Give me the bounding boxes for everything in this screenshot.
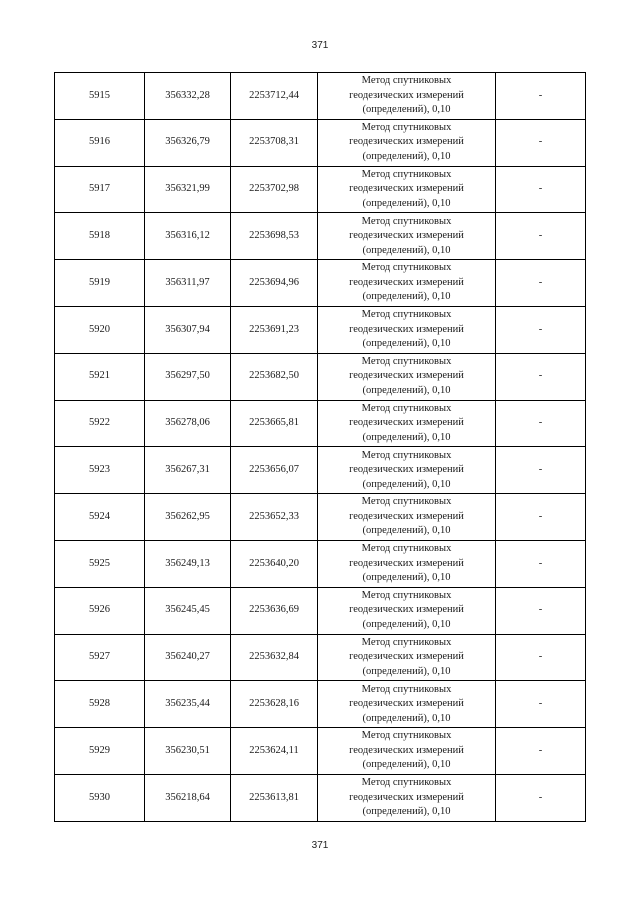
method-line: Метод спутниковых <box>361 730 452 742</box>
method-line: геодезических измерений <box>349 791 464 803</box>
method-cell <box>318 587 496 634</box>
method-line: (определений), 0,10 <box>362 104 451 116</box>
method-line: Метод спутниковых <box>361 262 452 274</box>
y-coordinate-cell: 2253698,53 <box>231 213 318 260</box>
table-row <box>55 774 586 821</box>
note-cell: - <box>496 306 586 353</box>
method-line: Метод спутниковых <box>361 309 452 321</box>
x-coordinate-cell: 356218,64 <box>145 774 231 821</box>
x-coordinate-cell: 356240,27 <box>145 634 231 681</box>
method-cell <box>318 540 496 587</box>
y-coordinate-cell: 2253632,84 <box>231 634 318 681</box>
method-cell <box>318 447 496 494</box>
page-number-bottom: 371 <box>311 840 329 851</box>
method-line: геодезических измерений <box>349 230 464 242</box>
y-coordinate-cell: 2253691,23 <box>231 306 318 353</box>
point-number-cell: 5928 <box>55 681 145 728</box>
method-line: (определений), 0,10 <box>362 759 451 771</box>
x-coordinate-cell: 356230,51 <box>145 728 231 775</box>
method-cell <box>318 774 496 821</box>
method-cell <box>318 260 496 307</box>
table-row <box>55 634 586 681</box>
method-line: (определений), 0,10 <box>362 806 451 818</box>
method-line: геодезических измерений <box>349 651 464 663</box>
point-number-cell: 5918 <box>55 213 145 260</box>
method-line: (определений), 0,10 <box>362 572 451 584</box>
method-line: (определений), 0,10 <box>362 712 451 724</box>
method-line: геодезических измерений <box>349 744 464 756</box>
note-cell: - <box>496 728 586 775</box>
note-cell: - <box>496 774 586 821</box>
method-cell <box>318 681 496 728</box>
method-line: Метод спутниковых <box>361 777 452 789</box>
note-cell: - <box>496 73 586 120</box>
note-cell: - <box>496 681 586 728</box>
table-row <box>55 728 586 775</box>
x-coordinate-cell: 356262,95 <box>145 494 231 541</box>
x-coordinate-cell: 356249,13 <box>145 540 231 587</box>
point-number-cell: 5917 <box>55 166 145 213</box>
y-coordinate-cell: 2253636,69 <box>231 587 318 634</box>
x-coordinate-cell: 356245,45 <box>145 587 231 634</box>
method-line: (определений), 0,10 <box>362 384 451 396</box>
table-row <box>55 119 586 166</box>
method-cell <box>318 166 496 213</box>
method-line: (определений), 0,10 <box>362 291 451 303</box>
method-line: геодезических измерений <box>349 89 464 101</box>
note-cell: - <box>496 447 586 494</box>
table-row <box>55 213 586 260</box>
y-coordinate-cell: 2253640,20 <box>231 540 318 587</box>
y-coordinate-cell: 2253702,98 <box>231 166 318 213</box>
x-coordinate-cell: 356278,06 <box>145 400 231 447</box>
method-line: Метод спутниковых <box>361 168 452 180</box>
y-coordinate-cell: 2253712,44 <box>231 73 318 120</box>
method-line: геодезических измерений <box>349 323 464 335</box>
method-line: Метод спутниковых <box>361 215 452 227</box>
method-line: (определений), 0,10 <box>362 665 451 677</box>
y-coordinate-cell: 2253708,31 <box>231 119 318 166</box>
method-line: Метод спутниковых <box>361 636 452 648</box>
x-coordinate-cell: 356326,79 <box>145 119 231 166</box>
method-cell <box>318 73 496 120</box>
method-line: геодезических измерений <box>349 276 464 288</box>
y-coordinate-cell: 2253613,81 <box>231 774 318 821</box>
point-number-cell: 5927 <box>55 634 145 681</box>
method-line: (определений), 0,10 <box>362 338 451 350</box>
note-cell: - <box>496 494 586 541</box>
point-number-cell: 5916 <box>55 119 145 166</box>
method-cell <box>318 353 496 400</box>
note-cell: - <box>496 119 586 166</box>
note-cell: - <box>496 540 586 587</box>
point-number-cell: 5923 <box>55 447 145 494</box>
x-coordinate-cell: 356267,31 <box>145 447 231 494</box>
method-cell <box>318 213 496 260</box>
table-row <box>55 540 586 587</box>
method-line: Метод спутниковых <box>361 449 452 461</box>
y-coordinate-cell: 2253652,33 <box>231 494 318 541</box>
y-coordinate-cell: 2253656,07 <box>231 447 318 494</box>
table-row <box>55 447 586 494</box>
y-coordinate-cell: 2253665,81 <box>231 400 318 447</box>
method-line: (определений), 0,10 <box>362 618 451 630</box>
x-coordinate-cell: 356316,12 <box>145 213 231 260</box>
note-cell: - <box>496 353 586 400</box>
note-cell: - <box>496 166 586 213</box>
method-line: геодезических измерений <box>349 464 464 476</box>
coordinates-table <box>54 72 586 822</box>
method-line: геодезических измерений <box>349 557 464 569</box>
note-cell: - <box>496 634 586 681</box>
coordinates-table-body <box>55 73 586 822</box>
x-coordinate-cell: 356235,44 <box>145 681 231 728</box>
table-row <box>55 166 586 213</box>
method-line: геодезических измерений <box>349 183 464 195</box>
table-row <box>55 587 586 634</box>
point-number-cell: 5921 <box>55 353 145 400</box>
method-line: геодезических измерений <box>349 604 464 616</box>
method-line: Метод спутниковых <box>361 589 452 601</box>
method-line: (определений), 0,10 <box>362 244 451 256</box>
method-cell <box>318 119 496 166</box>
x-coordinate-cell: 356307,94 <box>145 306 231 353</box>
method-line: геодезических измерений <box>349 136 464 148</box>
table-row <box>55 260 586 307</box>
method-line: Метод спутниковых <box>361 496 452 508</box>
y-coordinate-cell: 2253682,50 <box>231 353 318 400</box>
table-row <box>55 353 586 400</box>
method-line: (определений), 0,10 <box>362 197 451 209</box>
method-line: (определений), 0,10 <box>362 478 451 490</box>
point-number-cell: 5922 <box>55 400 145 447</box>
point-number-cell: 5926 <box>55 587 145 634</box>
table-row <box>55 73 586 120</box>
y-coordinate-cell: 2253694,96 <box>231 260 318 307</box>
x-coordinate-cell: 356311,97 <box>145 260 231 307</box>
method-cell <box>318 728 496 775</box>
method-cell <box>318 400 496 447</box>
method-line: Метод спутниковых <box>361 402 452 414</box>
method-line: Метод спутниковых <box>361 683 452 695</box>
point-number-cell: 5915 <box>55 73 145 120</box>
method-cell <box>318 494 496 541</box>
method-line: Метод спутниковых <box>361 75 452 87</box>
y-coordinate-cell: 2253624,11 <box>231 728 318 775</box>
note-cell: - <box>496 400 586 447</box>
note-cell: - <box>496 260 586 307</box>
point-number-cell: 5930 <box>55 774 145 821</box>
table-row <box>55 306 586 353</box>
method-line: (определений), 0,10 <box>362 150 451 162</box>
method-line: (определений), 0,10 <box>362 431 451 443</box>
note-cell: - <box>496 587 586 634</box>
point-number-cell: 5919 <box>55 260 145 307</box>
table-row <box>55 400 586 447</box>
method-line: Метод спутниковых <box>361 355 452 367</box>
page-number-top: 371 <box>311 40 329 51</box>
point-number-cell: 5920 <box>55 306 145 353</box>
method-line: геодезических измерений <box>349 510 464 522</box>
method-line: геодезических измерений <box>349 370 464 382</box>
method-line: геодезических измерений <box>349 417 464 429</box>
table-row <box>55 494 586 541</box>
method-cell <box>318 306 496 353</box>
point-number-cell: 5924 <box>55 494 145 541</box>
method-line: Метод спутниковых <box>361 543 452 555</box>
x-coordinate-cell: 356297,50 <box>145 353 231 400</box>
note-cell: - <box>496 213 586 260</box>
method-line: (определений), 0,10 <box>362 525 451 537</box>
method-cell <box>318 634 496 681</box>
table-row <box>55 681 586 728</box>
point-number-cell: 5925 <box>55 540 145 587</box>
point-number-cell: 5929 <box>55 728 145 775</box>
method-line: Метод спутниковых <box>361 121 452 133</box>
method-line: геодезических измерений <box>349 698 464 709</box>
x-coordinate-cell: 356321,99 <box>145 166 231 213</box>
y-coordinate-cell: 2253628,16 <box>231 681 318 728</box>
x-coordinate-cell: 356332,28 <box>145 73 231 120</box>
